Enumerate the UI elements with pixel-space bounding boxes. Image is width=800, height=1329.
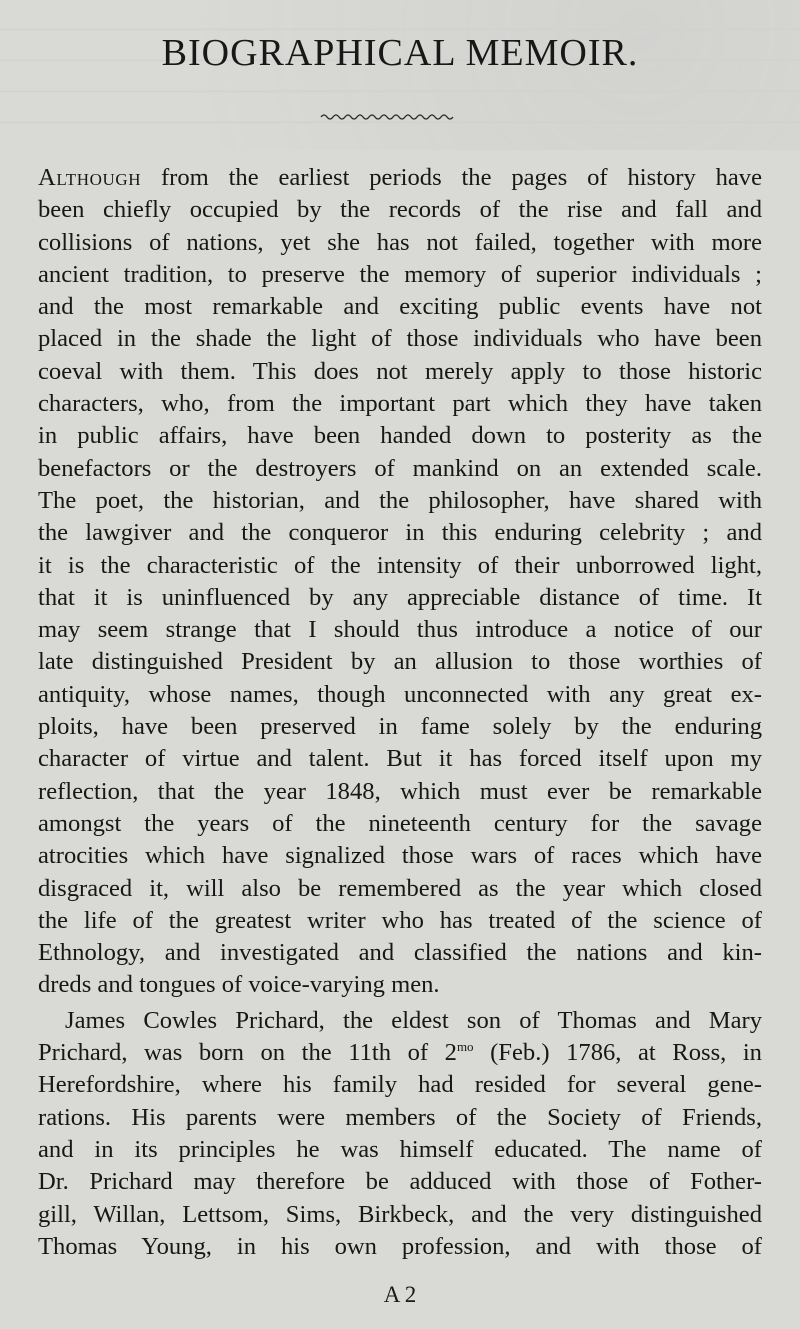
text-line: Ethnology, and investigated and classified the nations and kin- xyxy=(38,939,762,967)
text-line: been chiefly occupied by the records of the rise and fall and xyxy=(38,196,762,224)
text-line: atrocities which have signalized those wars of races which have xyxy=(38,842,762,870)
page-title: BIOGRAPHICAL MEMOIR. xyxy=(161,32,639,74)
paragraph-1 xyxy=(38,162,762,1002)
text-line: the life of the greatest writer who has treated of the science of xyxy=(38,906,762,934)
text-line: placed in the shade the light of those individuals who have been xyxy=(38,325,762,353)
text-line-last: dreds and tongues of voice-varying men. xyxy=(38,971,440,999)
signature-mark: A 2 xyxy=(383,1282,417,1307)
text-line: and the most remarkable and exciting public events have not xyxy=(38,293,762,321)
text-line: reflection, that the year 1848, which must ever be remarkable xyxy=(38,777,762,805)
text-line: coeval with them. This does not merely apply to those historic xyxy=(38,357,762,385)
wavy-rule-ornament xyxy=(320,111,457,122)
text-line: rations. His parents were members of the Society of Friends, xyxy=(38,1103,762,1131)
text-line: ancient tradition, to preserve the memory of superior individuals ; xyxy=(38,260,762,288)
text-line xyxy=(38,162,762,194)
text-line: character of virtue and talent. But it has forced itself upon my xyxy=(38,745,762,773)
text-line: may seem strange that I should thus introduce a notice of our xyxy=(38,616,762,644)
text-line: characters, who, from the important part which they have taken xyxy=(38,390,762,418)
text-line: gill, Willan, Lettsom, Sims, Birkbeck, and the very distinguished xyxy=(38,1200,762,1228)
text-line: late distinguished President by an allusion to those worthies of xyxy=(38,648,762,676)
text-line: benefactors or the destroyers of mankind on an extended scale. xyxy=(38,454,762,482)
show-through-texture xyxy=(0,0,800,150)
text-line-rest: from the earliest periods the pages of history have xyxy=(141,164,762,191)
text-segment: Prichard, was born on the 11th of 2 xyxy=(38,1039,457,1067)
text-line: Thomas Young, in his own profession, and with those of xyxy=(38,1232,762,1260)
text-segment: (Feb.) 1786, at Ross, in xyxy=(473,1039,762,1067)
text-line: Herefordshire, where his family had resided for several gene- xyxy=(38,1071,762,1099)
text-line: amongst the years of the nineteenth century for the savage xyxy=(38,809,762,837)
text-line: James Cowles Prichard, the eldest son of Thomas and Mary xyxy=(65,1006,762,1034)
superscript: mo xyxy=(456,1039,474,1055)
text-line: Dr. Prichard may therefore be adduced with those of Fother- xyxy=(38,1168,762,1196)
text-line: it is the characteristic of the intensity of their unborrowed light, xyxy=(38,551,762,579)
text-line: the lawgiver and the conqueror in this enduring celebrity ; and xyxy=(38,519,762,547)
text-line: collisions of nations, yet she has not failed, together with more xyxy=(38,228,762,256)
text-line: that it is uninfluenced by any appreciable distance of time. It xyxy=(38,583,762,611)
text-line: The poet, the historian, and the philosopher, have shared with xyxy=(38,486,762,514)
text-line: disgraced it, will also be remembered as the year which closed xyxy=(38,874,762,902)
text-line: and in its principles he was himself educated. The name of xyxy=(38,1135,762,1163)
opening-word: Although xyxy=(38,164,142,191)
text-line: ploits, have been preserved in fame solely by the enduring xyxy=(38,713,762,741)
paragraph-2 xyxy=(38,1005,762,1263)
text-line: in public affairs, have been handed down to posterity as the xyxy=(38,422,762,450)
body-text xyxy=(38,162,762,1263)
text-line xyxy=(38,1037,762,1069)
text-line: antiquity, whose names, though unconnected with any great ex- xyxy=(38,680,762,708)
